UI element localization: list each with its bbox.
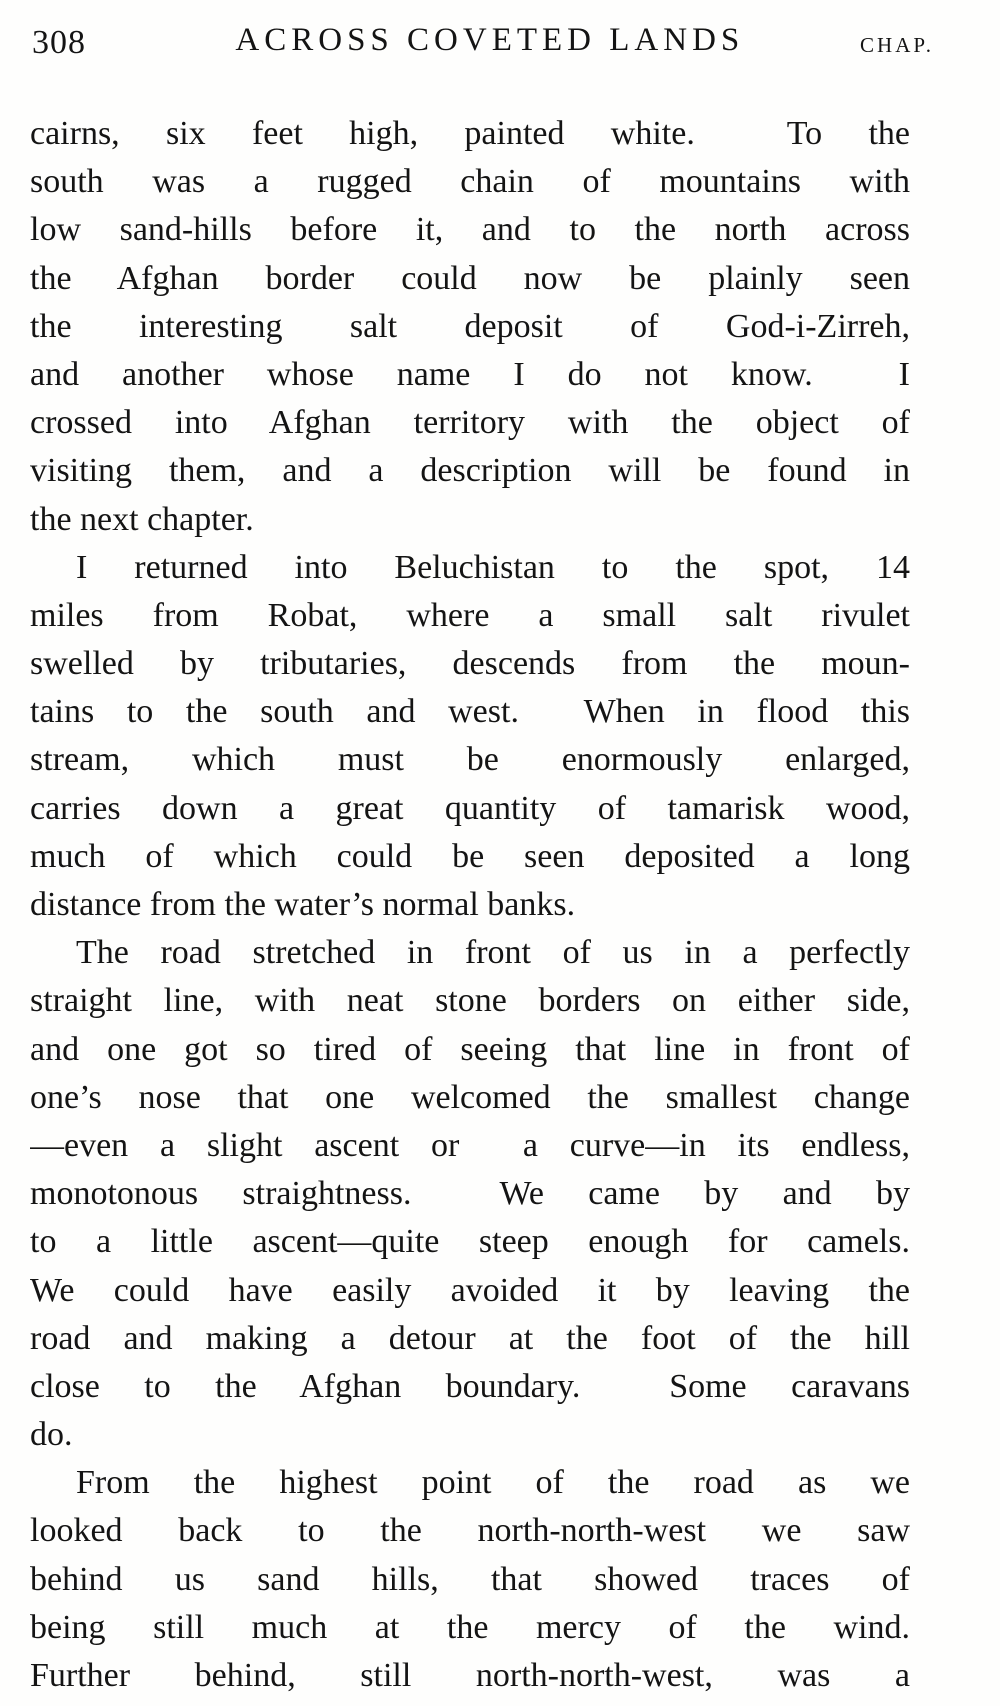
text-line: Further behind, still north-north-west, was a xyxy=(30,1657,910,1694)
text-line: —even a slight ascent or a curve—in its endless, xyxy=(30,1126,910,1164)
text-line: visiting them, and a description will be found in xyxy=(30,452,910,490)
page-number: 308 xyxy=(32,24,86,61)
text-line: low sand-hills before it, and to the north across xyxy=(30,211,910,249)
text-line: much of which could be seen deposited a long xyxy=(30,837,910,875)
text-line: swelled by tributaries, descends from the moun- xyxy=(30,645,910,683)
running-title: ACROSS COVETED LANDS xyxy=(235,22,745,58)
text-line: one’s nose that one welcomed the smallest change xyxy=(30,1078,910,1116)
text-line: and another whose name I do not know. I xyxy=(30,355,910,393)
text-line: the next chapter. xyxy=(30,500,254,538)
text-line: being still much at the mercy of the wind. xyxy=(30,1608,910,1646)
text-line: close to the Afghan boundary. Some caravans xyxy=(30,1367,910,1405)
text-line: The road stretched in front of us in a perfectly xyxy=(76,934,910,972)
text-line: distance from the water’s normal banks. xyxy=(30,886,576,923)
text-line: road and making a detour at the foot of the hill xyxy=(30,1319,910,1357)
text-line: miles from Robat, where a small salt rivulet xyxy=(30,596,910,634)
paragraph xyxy=(30,929,910,1459)
text-line: I returned into Beluchistan to the spot, 14 xyxy=(76,548,910,586)
text-line: the Afghan border could now be plainly seen xyxy=(30,259,910,297)
paragraph xyxy=(30,110,910,544)
page-header xyxy=(30,22,970,68)
text-line: stream, which must be enormously enlarged, xyxy=(30,741,910,779)
text-line: do. xyxy=(30,1416,73,1454)
text-line: From the highest point of the road as we xyxy=(76,1464,910,1502)
chapter-label: CHAP. xyxy=(860,33,934,57)
text-line: crossed into Afghan territory with the object of xyxy=(30,404,910,442)
paragraph xyxy=(30,1459,910,1700)
text-line: carries down a great quantity of tamarisk wood, xyxy=(30,789,910,827)
text-line: We could have easily avoided it by leaving the xyxy=(30,1271,910,1309)
text-line: south was a rugged chain of mountains with xyxy=(30,163,910,201)
text-line: behind us sand hills, that showed traces of xyxy=(30,1560,910,1598)
paragraph xyxy=(30,544,910,930)
page-body xyxy=(30,110,910,1700)
text-line: and one got so tired of seeing that line in front of xyxy=(30,1030,910,1068)
text-line: the interesting salt deposit of God-i-Zirreh, xyxy=(30,307,910,345)
text-line: looked back to the north-north-west we saw xyxy=(30,1512,910,1550)
text-line: tains to the south and west. When in flood this xyxy=(30,693,910,731)
text-line: monotonous straightness. We came by and by xyxy=(30,1175,910,1213)
text-line: to a little ascent—quite steep enough for camels. xyxy=(30,1223,910,1261)
text-line: straight line, with neat stone borders on either side, xyxy=(30,982,910,1020)
text-line: cairns, six feet high, painted white. To the xyxy=(30,115,910,152)
